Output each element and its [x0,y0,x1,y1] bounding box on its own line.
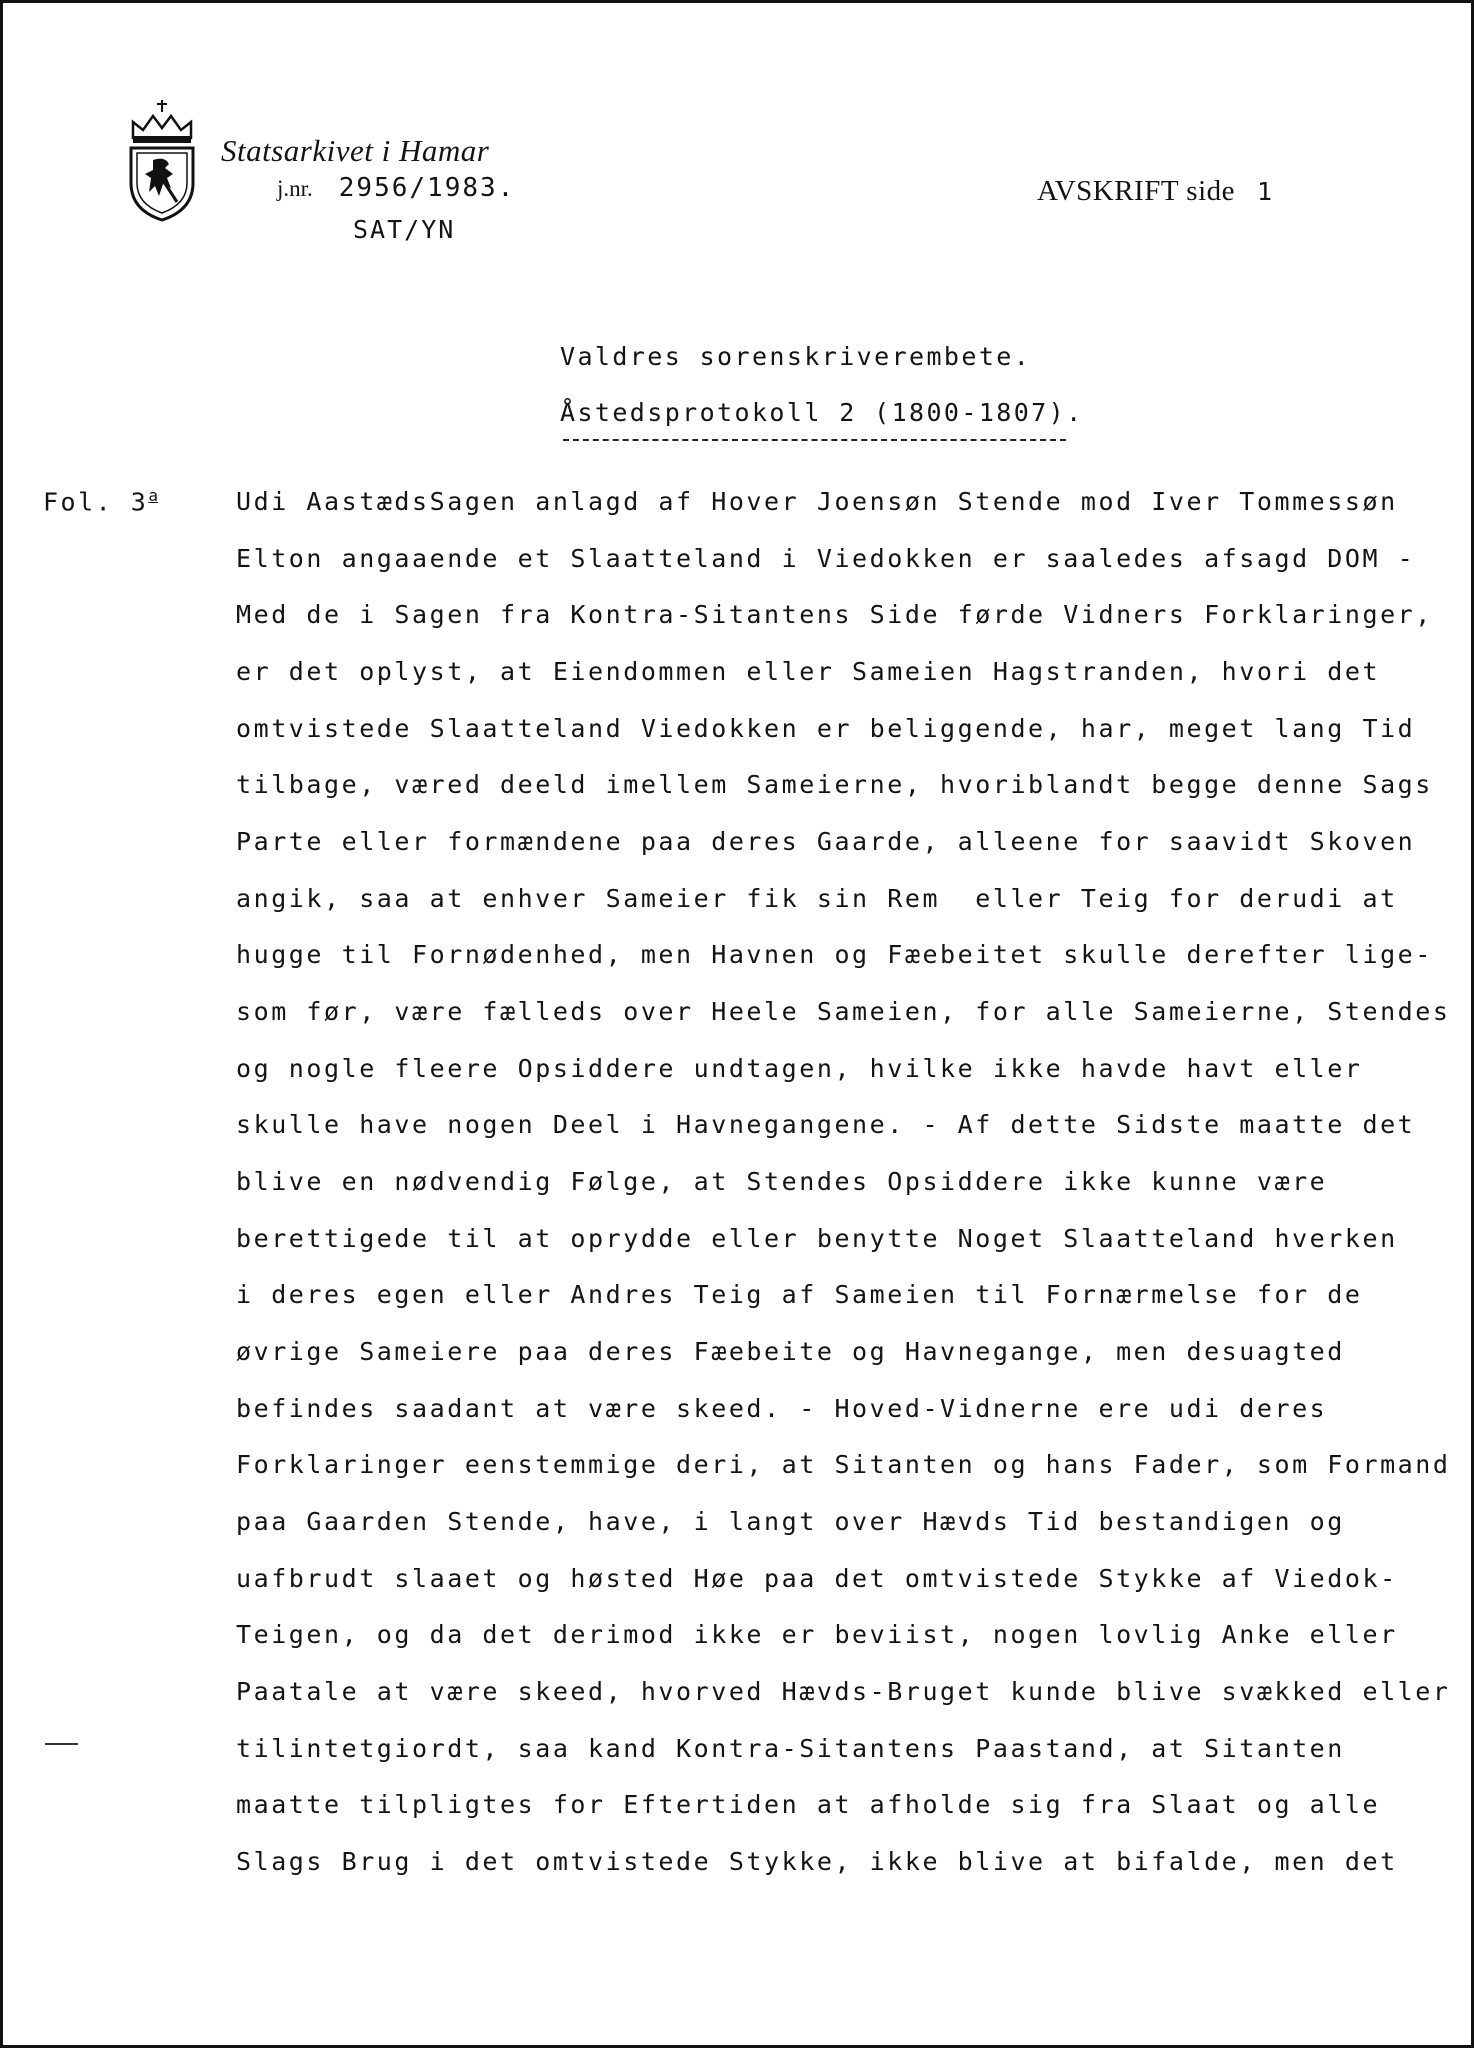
body-line: tilintetgiordt, saa kand Kontra-Sitantens Paastand, at Sitanten [236,1734,1345,1763]
norwegian-coat-of-arms-icon [125,98,199,223]
body-line: Teigen, og da det derimod ikke er beviist, nogen lovlig Anke eller [236,1620,1398,1649]
transcript-label: AVSKRIFT side [1037,175,1236,207]
folio-marker [43,486,158,516]
body-line: Med de i Sagen fra Kontra-Sitantens Side førde Vidners Forklaringer, [236,600,1433,629]
body-line: som før, være fælleds over Heele Sameien, for alle Sameierne, Stendes [236,997,1451,1026]
body-line: maatte tilpligtes for Eftertiden at afholde sig fra Slaat og alle [236,1790,1381,1819]
body-line: angik, saa at enhver Sameier fik sin Rem eller Teig for derudi at [236,884,1398,913]
body-line: Paatale at være skeed, hvorved Hævds-Bruget kunde blive svækked eller [236,1677,1451,1706]
body-line: blive en nødvendig Følge, at Stendes Opsiddere ikke kunne være [236,1167,1328,1196]
body-line: Parte eller formændene paa deres Gaarde, alleene for saavidt Skoven [236,827,1416,856]
body-line: øvrige Sameiere paa deres Fæebeite og Havnegange, men desuagted [236,1337,1345,1366]
body-line: i deres egen eller Andres Teig af Sameien til Fornærmelse for de [236,1280,1363,1309]
folio-label: Fol. 3 [43,487,149,517]
body-line: hugge til Fornødenhed, men Havnen og Fæebeitet skulle derefter lige- [236,940,1433,969]
transcript-page-header [1037,175,1273,208]
body-line: og nogle fleere Opsiddere undtagen, hvilke ikke havde havt eller [236,1054,1363,1083]
margin-dash [45,1743,78,1745]
body-line: Elton angaaende et Slaatteland i Viedokken er saaledes afsagd DOM - [236,544,1416,573]
protocol-heading: Åstedsprotokoll 2 (1800-1807). [560,398,1084,427]
heading-underline [563,439,1066,441]
body-line: befindes saadant at være skeed. - Hoved-Vidnerne ere udi deres [236,1394,1328,1423]
body-line: uafbrudt slaaet og høsted Høe paa det omtvistede Stykke af Viedok- [236,1564,1398,1593]
body-line: berettigede til at oprydde eller benytte Noget Slaatteland hverken [236,1224,1398,1253]
body-line: tilbage, væred deeld imellem Sameierne, hvoriblandt begge denne Sags [236,770,1433,799]
archive-name: Statsarkivet i Hamar [221,133,490,168]
body-line: omtvistede Slaatteland Viedokken er beliggende, har, meget lang Tid [236,714,1416,743]
folio-superscript: a [148,486,158,505]
journal-number-value: 2956/1983. [338,173,516,203]
page-number: 1 [1257,177,1273,206]
body-line: Forklaringer eenstemmige deri, at Sitanten og hans Fader, som Formand [236,1450,1451,1479]
journal-number-label: j.nr. [277,176,313,201]
journal-number [277,173,515,203]
body-line: skulle have nogen Deel i Havnegangene. - Af dette Sidste maatte det [236,1110,1416,1139]
body-line: Slags Brug i det omtvistede Stykke, ikke blive at bifalde, men det [236,1847,1398,1876]
office-heading: Valdres sorenskriverembete. [560,342,1032,371]
body-line: er det oplyst, at Eiendommen eller Sameien Hagstranden, hvori det [236,657,1381,686]
body-line: Udi AastædsSagen anlagd af Hover Joensøn Stende mod Iver Tommessøn [236,487,1398,516]
case-signature: SAT/YN [353,215,456,244]
body-line: paa Gaarden Stende, have, i langt over Hævds Tid bestandigen og [236,1507,1345,1536]
